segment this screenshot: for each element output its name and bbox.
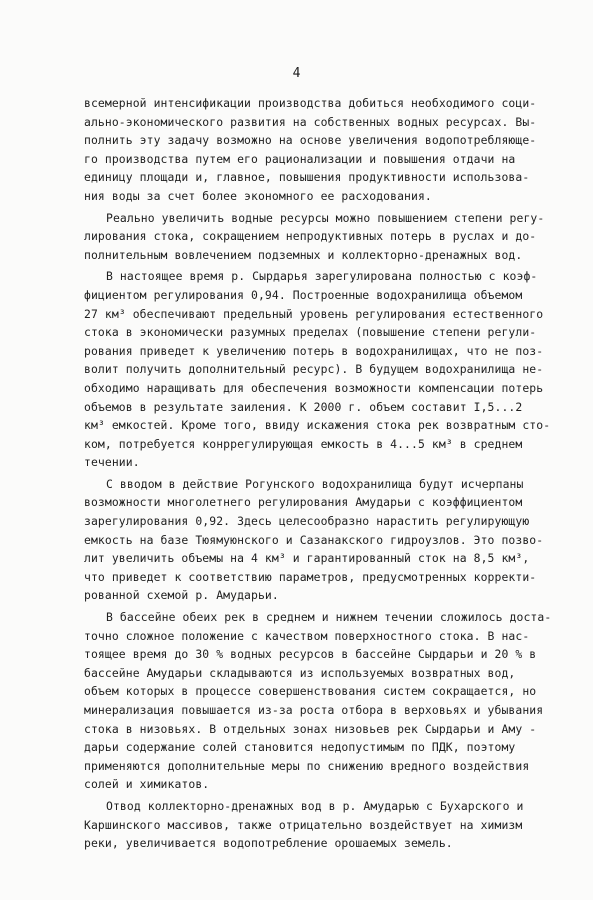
text-line: реки, увеличивается водопотребление орошаемых земель. — [84, 836, 453, 851]
paragraph-2 — [84, 209, 554, 265]
text-line: что приведет к соответствию параметров, предусмотренных корректи- — [84, 569, 537, 584]
text-line: минерализация повышается из-за роста отбора в верховьях и убывания — [84, 703, 544, 717]
text-line: емкость на базе Тюямуюнского и Сазанакского гидроузлов. Это позво- — [84, 532, 544, 547]
page-number: 4 — [292, 66, 301, 81]
text-line: солей и химикатов. — [84, 777, 210, 792]
text-line: стока в низовьях. В отдельных зонах низовьев рек Сырдарьи и Аму - — [84, 721, 537, 736]
paragraph-3 — [84, 267, 554, 472]
text-line: дарьи содержание солей становится недопустимым по ПДК, поэтому — [84, 740, 516, 755]
text-line: единицу площади и, главное, повышения продуктивности использова- — [84, 170, 530, 185]
text-line: рованной схемой р. Амударьи. — [84, 588, 279, 603]
text-line: 27 км³ обеспечивают предельный уровень регулирования естественного — [84, 306, 544, 321]
text-line: фициентом регулирования 0,94. Построенные водохранилища объемом — [84, 287, 523, 302]
paragraph-4 — [84, 475, 554, 605]
text-line: объем которых в процессе совершенствования систем сокращается, но — [84, 684, 537, 699]
text-line: всемерной интенсификации производства добиться необходимого соци- — [84, 96, 537, 110]
text-line: лирования стока, сокращением непродуктивных потерь в руслах и до- — [84, 229, 537, 244]
paragraph-1 — [84, 94, 554, 206]
text-line: Каршинского массивов, также отрицательно воздействует на химизм — [84, 817, 523, 832]
text-line: км³ емкостей. Кроме того, ввиду искажения стока рек возвратным сто- — [84, 418, 551, 433]
text-line: го производства путем его рационализации и повышения отдачи на — [84, 151, 516, 166]
text-line: тоящее время до 30 % водных ресурсов в бассейне Сырдарьи и 20 % в — [84, 647, 537, 662]
body-text — [84, 94, 554, 853]
text-line: лит увеличить объемы на 4 км³ и гарантированный сток на 8,5 км³, — [84, 551, 530, 566]
text-line: рования приведет к увеличению потерь в водохранилищах, что не поз- — [84, 343, 544, 358]
text-line: ком, потребуется конррегулирующая емкость в 4...5 км³ в среднем — [84, 436, 523, 451]
text-line: течении. — [84, 455, 140, 470]
text-line: Реально увеличить водные ресурсы можно повышением степени регу- — [106, 210, 545, 225]
text-line: обходимо наращивать для обеспечения возможности компенсации потерь — [84, 380, 544, 395]
text-line: В настоящее время р. Сырдарья зарегулирована полностью с коэф- — [106, 269, 538, 284]
text-line: В бассейне обеих рек в среднем и нижнем течении сложилось доста- — [106, 610, 552, 625]
text-line: бассейне Амударьи складываются из используемых возвратных вод, — [84, 665, 516, 680]
text-line: Отвод коллекторно-дренажных вод в р. Амударью с Бухарского и — [106, 798, 524, 813]
paragraph-6 — [84, 797, 554, 853]
text-line: полнительным вовлечением подземных и коллекторно-дренажных вод. — [84, 247, 523, 262]
text-line: возможности многолетнего регулирования Амударьи с коэффициентом — [84, 495, 523, 510]
paragraph-5 — [84, 608, 554, 794]
text-line: применяются дополнительные меры по снижению вредного воздействия — [84, 758, 530, 773]
text-line: С вводом в действие Рогунского водохранилища будут исчерпаны — [106, 476, 524, 491]
text-line: объемов в результате заиления. К 2000 г. объем составит I,5...2 — [84, 399, 523, 414]
text-line: волит получить дополнительный ресурс). В будущем водохранилища не- — [84, 362, 544, 377]
text-line: зарегулирования 0,92. Здесь целесообразно нарастить регулирующую — [84, 514, 530, 529]
text-line: стока в экономически разумных пределах (повышение степени регули- — [84, 325, 537, 340]
text-line: ально-экономического развития на собственных водных ресурсах. Вы- — [84, 114, 537, 129]
text-line: полнить эту задачу возможно на основе увеличения водопотребляюще- — [84, 133, 537, 148]
text-line: ния воды за счет более экономного ее расходования. — [84, 188, 432, 203]
text-line: точно сложное положение с качеством поверхностного стока. В нас- — [84, 628, 530, 643]
